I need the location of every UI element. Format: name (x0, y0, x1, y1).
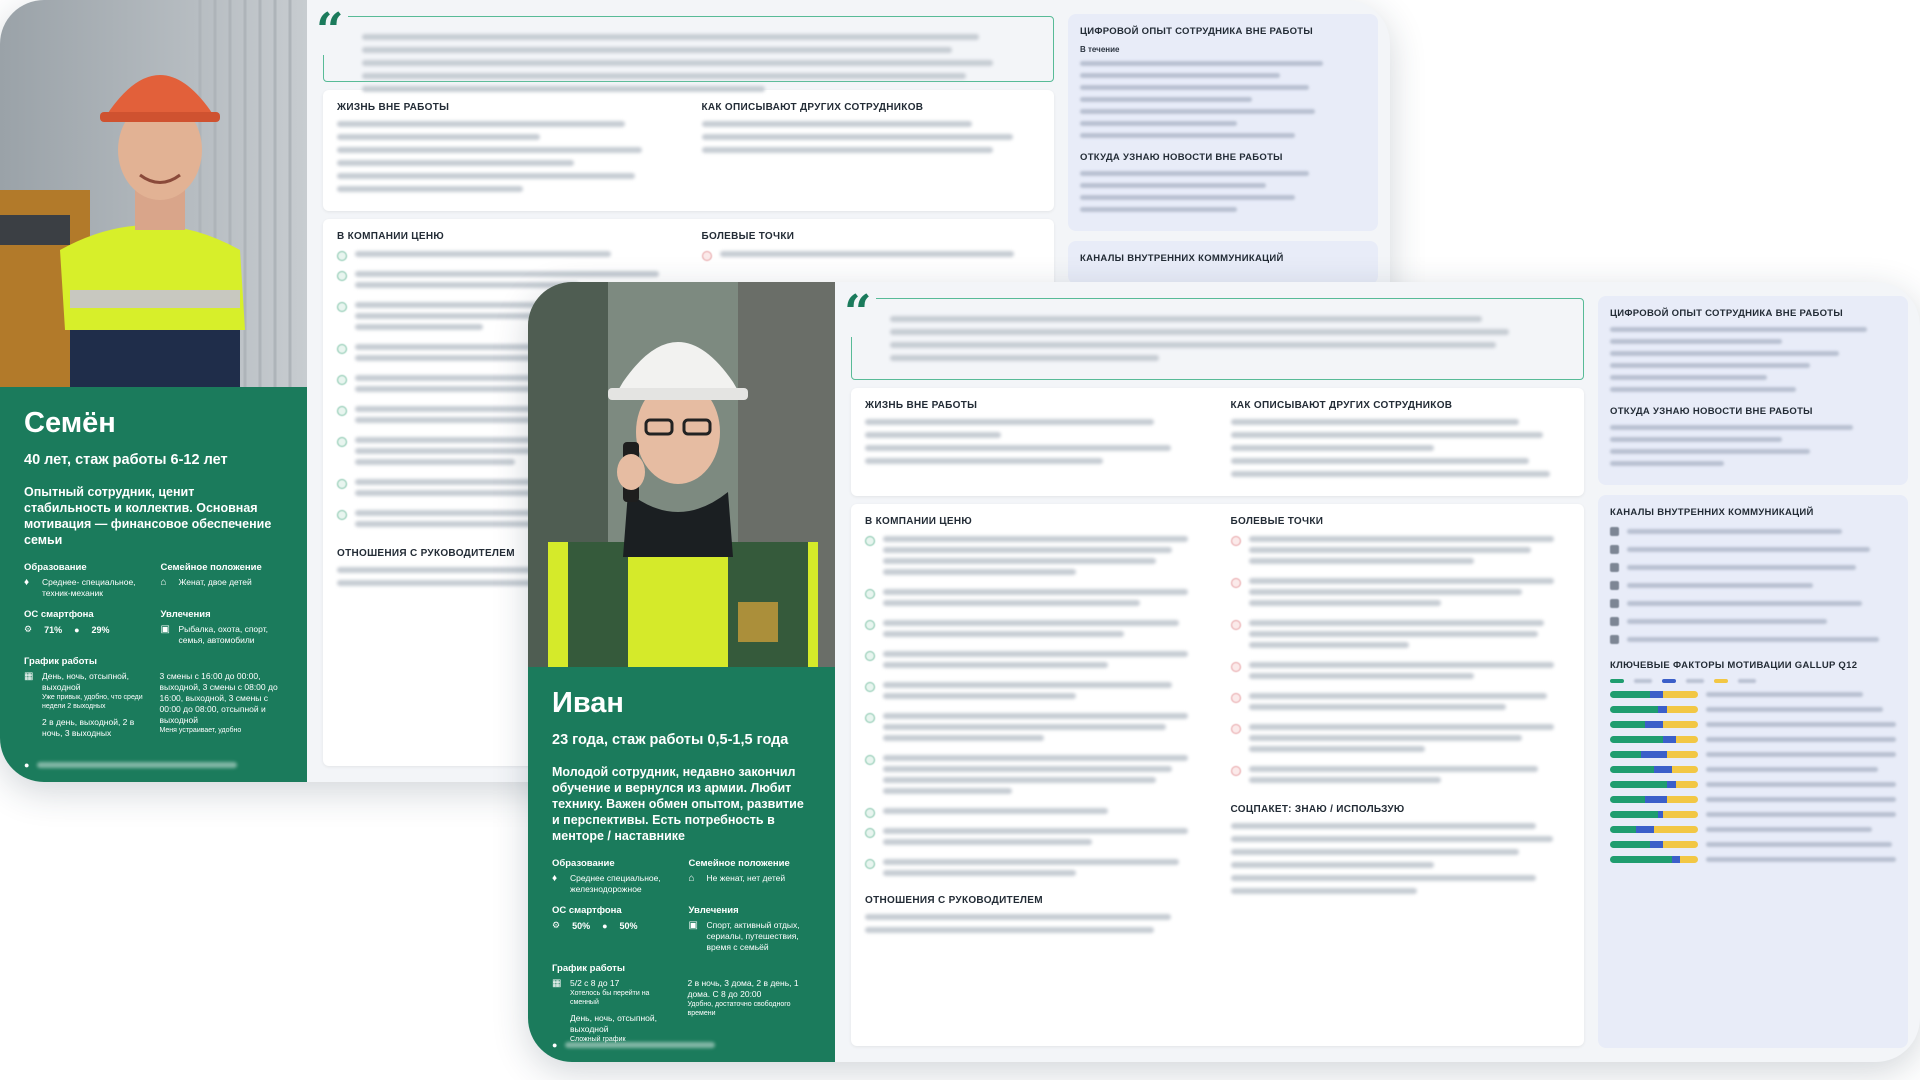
quote-mark-icon: “ (840, 289, 876, 337)
apple-icon: ● (602, 920, 608, 931)
gallup-bar-segment (1680, 856, 1698, 863)
apple-icon: ● (74, 624, 80, 635)
schedule-option: 5/2 с 8 до 17 (570, 978, 620, 988)
values-heading: В КОМПАНИИ ЦЕНЮ (337, 231, 445, 242)
house-icon: ⌂ (688, 873, 695, 884)
gallup-stacked-bar (1610, 721, 1698, 728)
os-block (24, 609, 147, 646)
gallup-bar-segment (1667, 706, 1698, 713)
gallup-bar-segment (1610, 706, 1658, 713)
gallup-stacked-bar (1610, 781, 1698, 788)
location-row (24, 760, 283, 770)
describe-others-heading: КАК ОПИСЫВАЮТ ДРУГИХ СОТРУДНИКОВ (1230, 400, 1453, 411)
hobbies-block (689, 905, 812, 953)
channels-gallup-panel (1598, 495, 1908, 1048)
digital-experience-panel (1068, 14, 1378, 231)
describe-others-heading: КАК ОПИСЫВАЮТ ДРУГИХ СОТРУДНИКОВ (701, 102, 924, 113)
camera-icon: ▣ (160, 624, 170, 635)
life-outside-work-heading: ЖИЗНЬ ВНЕ РАБОТЫ (337, 102, 450, 113)
persona-info-panel (0, 387, 307, 782)
family-block (161, 562, 284, 599)
android-icon: ⚙ (552, 920, 561, 930)
gallup-stacked-bar (1610, 826, 1698, 833)
gallup-bar-segment (1667, 796, 1698, 803)
gallup-factor-row (1610, 841, 1896, 848)
gallup-bar-segment (1676, 736, 1698, 743)
gallup-stacked-bar (1610, 751, 1698, 758)
schedule-block (24, 656, 283, 745)
gallup-factor-row (1610, 691, 1896, 698)
internal-channels-heading: КАНАЛЫ ВНУТРЕННИХ КОММУНИКАЦИЙ (1080, 253, 1284, 264)
gallup-stacked-bar (1610, 736, 1698, 743)
education-block (24, 562, 147, 599)
persona-main-column (835, 282, 1598, 1062)
digital-experience-heading: ЦИФРОВОЙ ОПЫТ СОТРУДНИКА ВНЕ РАБОТЫ (1610, 308, 1844, 319)
quote-block (316, 3, 1054, 82)
persona-photo (0, 0, 307, 387)
schedule-option: 3 смены с 16:00 до 00:00, выходной, 3 смены с 08:00 до 16:00, выходной, 3 смены с 00:00 до 08:00, отсыпной и выходной (159, 671, 278, 725)
family-label: Семейное положение (688, 858, 790, 869)
persona-subtitle: 23 года, стаж работы 0,5-1,5 года (552, 732, 789, 748)
gallup-factor-row (1610, 811, 1896, 818)
gallup-bar-segment (1610, 766, 1654, 773)
persona-sidebar (0, 0, 307, 782)
ios-share: 29% (91, 624, 110, 635)
education-value: Среднее специальное, железнодорожное (570, 873, 661, 894)
hobbies-value: Рыбалка, охота, спорт, семья, автомобили (178, 624, 269, 645)
persona-info-panel (528, 667, 835, 1062)
gallup-bar-segment (1663, 691, 1698, 698)
graduation-cap-icon: ♦ (552, 873, 558, 884)
internal-channels-heading: КАНАЛЫ ВНУТРЕННИХ КОММУНИКАЦИЙ (1610, 507, 1814, 518)
pain-points-heading: БОЛЕВЫЕ ТОЧКИ (1230, 516, 1324, 527)
schedule-note: Сложный график (570, 1036, 626, 1043)
gallup-stacked-bar (1610, 841, 1698, 848)
gallup-bar-segment (1663, 811, 1698, 818)
schedule-note: Меня устраивает, удобно (159, 727, 242, 734)
channels-panel (1068, 241, 1378, 284)
os-block (552, 905, 675, 953)
gallup-bar-segment (1672, 856, 1681, 863)
calendar-icon: ▦ (552, 978, 562, 989)
family-value: Женат, двое детей (178, 577, 252, 587)
education-label: Образование (24, 562, 87, 573)
gallup-bar-segment (1641, 751, 1667, 758)
gallup-factor-row (1610, 736, 1896, 743)
gallup-heading: КЛЮЧЕВЫЕ ФАКТОРЫ МОТИВАЦИИ GALLUP Q12 (1610, 660, 1858, 671)
gallup-bar-segment (1663, 721, 1698, 728)
gallup-bar-segment (1610, 721, 1645, 728)
gallup-bar-segment (1667, 751, 1698, 758)
values-pains-panel (851, 504, 1584, 1046)
schedule-option: День, ночь, отсыпной, выходной (570, 1013, 657, 1034)
gallup-legend (1610, 679, 1896, 683)
gallup-bar-segment (1610, 691, 1650, 698)
gallup-factor-row (1610, 856, 1896, 863)
calendar-icon: ▦ (24, 671, 34, 682)
gallup-bar-segment (1610, 751, 1641, 758)
social-package-heading: СОЦПАКЕТ: ЗНАЮ / ИСПОЛЬЗУЮ (1230, 804, 1405, 815)
gallup-bar-segment (1672, 766, 1698, 773)
schedule-note: Удобно, достаточно свободного времени (687, 1001, 791, 1017)
gallup-bar-segment (1654, 766, 1672, 773)
camera-icon: ▣ (688, 920, 698, 931)
gallup-bar-segment (1658, 706, 1667, 713)
schedule-option: 2 в ночь, 3 дома, 2 в день, 1 дома. С 8 до 20:00 (687, 978, 799, 999)
gallup-factor-row (1610, 826, 1896, 833)
gallup-bar-segment (1610, 841, 1650, 848)
news-sources-heading: ОТКУДА УЗНАЮ НОВОСТИ ВНЕ РАБОТЫ (1080, 152, 1283, 163)
hobbies-label: Увлечения (160, 609, 211, 620)
schedule-option: День, ночь, отсыпной, выходной (42, 671, 129, 692)
gallup-stacked-bar (1610, 766, 1698, 773)
persona-name: Семён (24, 407, 116, 439)
gallup-bar-segment (1610, 781, 1667, 788)
gallup-stacked-bar (1610, 691, 1698, 698)
pain-points-heading: БОЛЕВЫЕ ТОЧКИ (701, 231, 795, 242)
android-share: 50% (572, 920, 591, 931)
gallup-bar-segment (1610, 736, 1663, 743)
manager-relations-heading: ОТНОШЕНИЯ С РУКОВОДИТЕЛЕМ (337, 548, 515, 559)
android-share: 71% (44, 624, 63, 635)
gallup-bar-segment (1610, 826, 1636, 833)
gallup-stacked-bar (1610, 856, 1698, 863)
gallup-bar-segment (1667, 781, 1676, 788)
worker-photo-illustration (0, 0, 307, 387)
gallup-factor-row (1610, 766, 1896, 773)
news-sources-heading: ОТКУДА УЗНАЮ НОВОСТИ ВНЕ РАБОТЫ (1610, 406, 1813, 417)
location-pin-icon: ● (552, 1040, 558, 1050)
family-value: Не женат, нет детей (706, 873, 786, 883)
gallup-stacked-bar (1610, 796, 1698, 803)
android-icon: ⚙ (24, 624, 33, 634)
gallup-bar-segment (1650, 841, 1663, 848)
education-block (552, 858, 675, 895)
life-outside-work-heading: ЖИЗНЬ ВНЕ РАБОТЫ (865, 400, 978, 411)
graduation-cap-icon: ♦ (24, 577, 30, 588)
persona-name: Иван (552, 687, 624, 719)
gallup-bar-segment (1663, 736, 1676, 743)
location-pin-icon: ● (24, 760, 30, 770)
schedule-note: Хотелось бы перейти на сменный (570, 990, 650, 1006)
digital-experience-subheading: В течение (1080, 45, 1120, 54)
family-label: Семейное положение (160, 562, 262, 573)
quote-mark-icon: “ (312, 7, 348, 55)
family-block (689, 858, 812, 895)
schedule-option: 2 в день, выходной, 2 в ночь, 3 выходных (42, 717, 135, 738)
education-value: Среднее- специальное, техник-механик (42, 577, 136, 598)
gallup-bar-segment (1663, 841, 1698, 848)
schedule-block (552, 963, 811, 1050)
persona-description: Опытный сотрудник, ценит стабильность и коллектив. Основная мотивация — финансовое обеспечение семьи (24, 485, 272, 547)
gallup-bar-segment (1610, 811, 1658, 818)
hobbies-value: Спорт, активный отдых, сериалы, путешествия, время с семьёй (706, 920, 800, 952)
schedule-label: График работы (552, 963, 625, 974)
ios-share: 50% (619, 920, 638, 931)
gallup-stacked-bar (1610, 706, 1698, 713)
persona-subtitle: 40 лет, стаж работы 6-12 лет (24, 452, 228, 468)
gallup-bar-segment (1654, 826, 1698, 833)
os-label: ОС смартфона (24, 609, 94, 620)
schedule-note: Уже привык, удобно, что среди недели 2 выходных (42, 694, 143, 710)
gallup-factor-row (1610, 751, 1896, 758)
gallup-bar-segment (1676, 781, 1698, 788)
values-heading: В КОМПАНИИ ЦЕНЮ (865, 516, 973, 527)
worker-photo-illustration (528, 282, 835, 667)
persona-sidebar (528, 282, 835, 1062)
schedule-label: График работы (24, 656, 97, 667)
gallup-bar-segment (1610, 856, 1672, 863)
gallup-factor-row (1610, 781, 1896, 788)
life-describe-panel (323, 90, 1054, 211)
os-label: ОС смартфона (552, 905, 622, 916)
gallup-stacked-bar (1610, 811, 1698, 818)
persona-card-ivan (528, 282, 1920, 1062)
gallup-bar-segment (1645, 721, 1663, 728)
education-label: Образование (552, 858, 615, 869)
life-describe-panel (851, 388, 1584, 496)
manager-relations-heading: ОТНОШЕНИЯ С РУКОВОДИТЕЛЕМ (865, 895, 1043, 906)
quote-block (844, 285, 1584, 380)
hobbies-label: Увлечения (688, 905, 739, 916)
gallup-bar-segment (1636, 826, 1654, 833)
gallup-bar-segment (1645, 796, 1667, 803)
persona-photo (528, 282, 835, 667)
house-icon: ⌂ (160, 577, 167, 588)
persona-description: Молодой сотрудник, недавно закончил обучение и вернулся из армии. Любит технику. Важен обмен опытом, развитие и перспективы. Есть потребность в менторе / наставнике (552, 765, 804, 843)
digital-experience-panel (1598, 296, 1908, 485)
gallup-factor-row (1610, 721, 1896, 728)
digital-experience-heading: ЦИФРОВОЙ ОПЫТ СОТРУДНИКА ВНЕ РАБОТЫ (1080, 26, 1314, 37)
hobbies-block (161, 609, 284, 646)
persona-right-column (1598, 282, 1920, 1062)
gallup-bar-segment (1650, 691, 1663, 698)
gallup-factor-row (1610, 796, 1896, 803)
gallup-factor-row (1610, 706, 1896, 713)
gallup-bar-segment (1610, 796, 1645, 803)
location-row (552, 1040, 811, 1050)
gallup-bars (1610, 691, 1896, 863)
